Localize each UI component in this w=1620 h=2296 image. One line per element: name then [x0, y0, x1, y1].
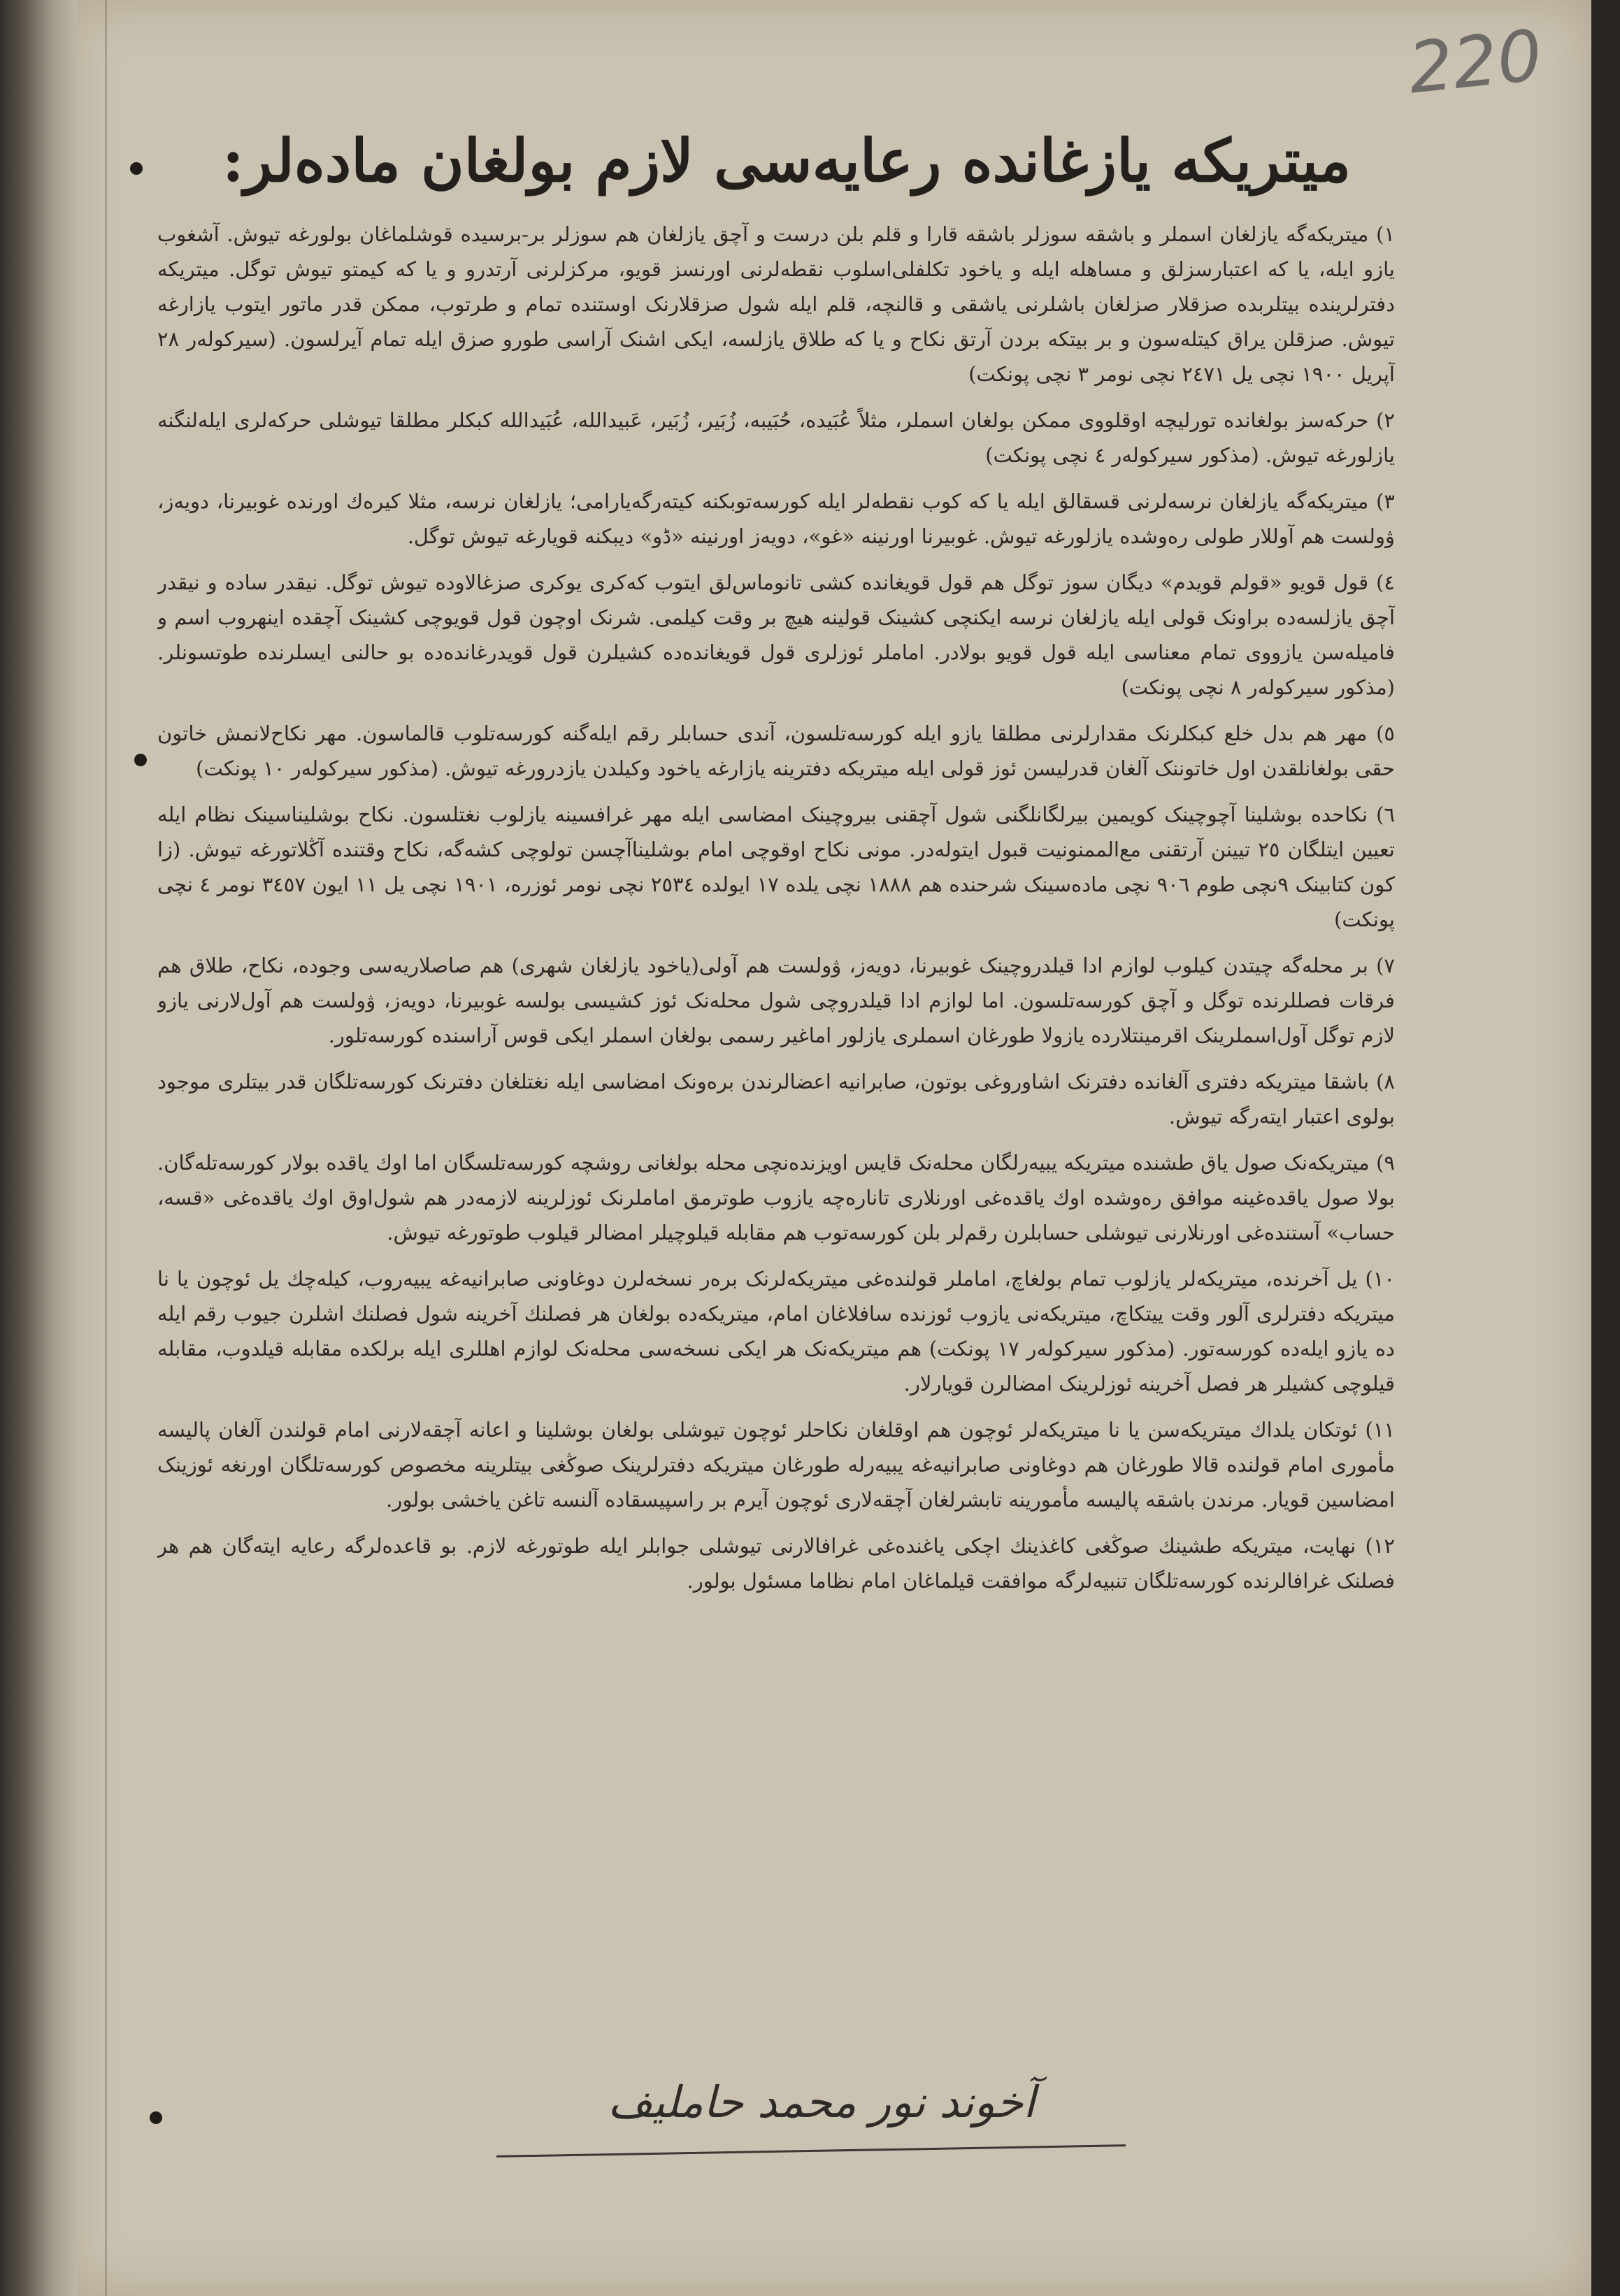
paragraph-11: ١١) ئوتکان یلدا‌ك میتریکه‌سن یا نا میتریکه‌لر ئوچون هم اوقلغان نکاحلر ئوچون تیوشلی بولغان بوشلینا و اعانه آچقه‌لارنی امام قولندن آلغان پالیسه مأموری امام قولنده قالا طورغان هم دوغاونی صابرانیه‌غه یبیه‌رله طورغان میتریکه دفترلرینک صوڭغی بیتلرینه مخصوص کورسه‌تلگان اورنغه ئوزینک امضاسین قویار. مرندن باشقه پالیسه مأمورینه تابشرلغان آچقه‌لاری ئوچون آیرم بر راسپیسقاده آلنسه تاغن یاخشی بولور. [157, 1418, 1395, 1512]
paragraph-5: ٥) مهر هم بدل خلع کبکلرنک مقدارلرنی مطلقا یازو ایله کورسه‌تلسون، آندی حسابلر رقم ایله‌گنه کورسه‌تلوب قالماسون. مهر نکاح‌لانمش خاتون حقی بولغانلقدن اول خاتوننک آلغان قدرلیسن ئوز قولی ایله میتریکه دفترینه یازارغه یاخود وکیلدن یازدرورغه تیوش. (مذکور سیرکوله‌ر ١٠ پونکت) [157, 722, 1395, 780]
paragraph-3: ٣) میتریکه‌گه یازلغان نرسه‌لرنی قسقالق ایله یا که کوب نقطه‌لر ایله کورسه‌توبکنه کیته‌رگه‌یارامی؛ یازلغان نرسه، مثلا کیرەك اورنده غوبیرنا، دویەز، ۋولست هم آوللار طولی رەوشده یازلورغه تیوش. غوبیرنا اورنینه «غو»، دویەز اورنینه «ڈو» دیبکنه قویارغه تیوش توگل. [157, 489, 1395, 548]
paragraph-7: ٧) بر محله‌گه چیتدن کیلوب لوازم ادا قیلدروچینک غوبیرنا، دویەز، ۋولست هم آولی(یاخود یازلغان شهری) هم صاصلاریه‌سی وجوده، نکاح، طلاق هم فرقات فصللرنده توگل و آچق کورسه‌تلسون. اما لوازم ادا قیلدروچی شول محله‌نک ئوز کشیسی بولسه غوبیرنا، دویەز، ۋولست هم آول‌لارنی یازو لازم توگل آول‌اسملرینک اقرمینتلارده یازولا طورغان اسملری یازلور اماغیر رسمی بولغان اسملر ایکی قوس آراسنده کورسه‌تلور. [157, 954, 1395, 1047]
fold-line [105, 0, 107, 2296]
document-body [157, 217, 1395, 2076]
ink-dot [150, 2111, 162, 2124]
paragraph-4: ٤) قول قویو «قولم قویدم» دیگان سوز توگل هم قول قویغانده کشی تانوماس‌لق ایتوب که‌کری یوکری صزغالاوده تیوش توگل. نیقدر ساده و نیقدر آچق یازلسه‌ده براونک قولی ایله یازلغان نرسه ایکنچی کشینک قولینه هیچ بر وقت کیلمی. شرنک اوچون قول قویوچی کشینک آچقده اینهروب اسم و فامیله‌سن یازووی تمام معناسی ایله قول قویو بولادر. اماملر ئوزلری قول قویغانده‌ده کشیلرن قول قویدرغانده‌ده بو حالنی ایسلرنده طوتسونلر. (مذکور سیرکوله‌ر ٨ نچی پونکت) [157, 571, 1395, 699]
paragraph-1: ١) میتریکه‌گه یازلغان اسملر و باشقه سوزلر باشقه قارا و قلم بلن درست و آچق یازلغان هم سوزلر بر-برسیده قوشلماغان بولورغه تیوش. آشغوب یازو ایله، یا که اعتبارسزلق و مساهله ایله و یاخود تکلفلی‌اسلوب نقطه‌لرنی اورنسز قویو، مرکزلرنی آرتدرو و یا که کیمتو تیوش توگل. میتریکه دفترلرینده بیتلربده صزقلار صزلغان باشلرنی یاشقی و قالنچه، قلم ایله شول صزقلارنک اوستنده تمام و طرتوب، ممکن قدر ماتور ایتوب یازارغه تیوش. صزقلن یراق کیتله‌سون و بر بیتکه بردن آرتق نکاح و یا که طلاق یازلسه، ایکی اشنک آراسی طورو صزق ایله تمام آیرلسون. (سیرکوله‌ر ٢٨ آپریل ١٩٠٠ نچی یل ٢٤٧١ نچی نومر ٣ نچی پونکت) [157, 222, 1395, 386]
paragraph-12: ١٢) نهایت، میتریکه طشینك صوڭغی کاغذینك اچکی یاغنده‌غی غرافالارنی تیوشلی جوابلر ایله طوتورغه لازم. بو قاعده‌لرگه رعایه ایته‌گان هم هر فصلنک غرافالرنده کورسه‌تلگان تنبیه‌لرگه موافقت قیلماغان امام نظاما مسئول بولور. [157, 1534, 1395, 1593]
ink-dot [130, 162, 143, 175]
ink-dot [134, 754, 147, 766]
paragraph-6: ٦) نکاحده بوشلینا آچوچینک کویمین بیرلگانلگنی شول آچقنی بیروچینک امضاسی ایله مهر غرافسینه یازلوب نغتلسون. نکاح بوشلیناسینک نظام ایله تعیین ایتلگان ٢٥ تیینن آرتقنی مع‌الممنونیت قبول ایتوله‌در. مونی نکاح اوقوچی امام بوشلیناآچسن تولوچی کشه‌گه، نکاح وقتنده آڭلاتورغه تیوش. (زا کون کتابینک ٩نچی طوم ٩٠٦ نچی ماده‌سینک شرحنده هم ١٨٨٨ نچی یلده ١٧ ایولده ٢٥٣٤ نچی نومر ئوزره، ١٩٠١ نچی یل ١١ ایون ٣٤٥٧ نومر ٤ نچی پونکت) [157, 803, 1395, 931]
binding-edge [0, 0, 77, 2296]
paragraph-10: ١٠) یل آخرنده، میتریکه‌لر یازلوب تمام بولغاچ، اماملر قولنده‌غی میتریکه‌لرنک بره‌ر نسخه‌لرن دوغاونی صابرانیه‌غه یبیه‌روب، کیله‌چك یل ئوچون یا نا میتریکه دفترلری آلور وقت ییتکاچ، میتریکه‌نی یازوب ئوزنده سافلاغان امام، میتریکه‌ده بولغان هر فصلنك آخرینه شول فصلنك اشلرن جیوب رقم ایله ده یازو ایله‌ده کورسه‌تور. (مذکور سیرکوله‌ر ١٧ پونکت) هم میتریکه‌نک هر ایکی نسخه‌سی محله‌نک لوازم اهللری ایله برلکده مقابله قیلدوب، مقابله قیلوچی کشیلر هر فصل آخرینه ئوزلرینک امضالرن قویارلار. [157, 1267, 1395, 1395]
signature: آخوند نور محمد حاملیف [608, 2076, 1035, 2128]
page-number: 220 [1404, 14, 1546, 110]
paragraph-8: ٨) باشقا میتریکه دفتری آلغانده دفترنک اشاوروغی بوتون، صابرانیه اعضالرندن بره‌ونک امضاسی ایله نغتلغان دفترنک کورسه‌تلگان قدر بیتلری موجود بولوی اعتبار ایته‌رگه تیوش. [157, 1070, 1395, 1128]
paragraph-2: ٢) حرکه‌سز بولغانده تورلیچه اوقلووی ممکن بولغان اسملر، مثلاً عُبَیده، حُبَیبه، زُبَیر، زُبَیر، عَبیدالله، عُبَیدالله کبکلر مطلقا تیوشلی حرکه‌لری ایله‌لنگنه یازلورغه تیوش. (مذکور سیرکوله‌ر ٤ نچی پونکت) [157, 408, 1395, 467]
paragraph-9: ٩) میتریکه‌نک صول یاق طشنده میتریکه یبیه‌رلگان محله‌نک قایس اویزنده‌نچی محله بولغانی روشچه کورسه‌تلسگان اما اوك یاقده بولار کورسه‌تله‌گان. بولا صول یاقده‌غینه موافق ره‌وشده اوك یاقده‌غی اورنلاری تاناره‌چه یازوب طوترمق اماملرنک ئوزلرینه لازمه‌در هم شول‌اوق اوك یاقده‌غی «قسه، حساب» آستنده‌غی اورنلارنی تیوشلی حسابلرن رقم‌لر بلن کورسه‌توب هم مقابله قیلوچیلر امضالر قیلوب طوتورغه تیوش. [157, 1151, 1395, 1244]
document-title: میتریکه یازغانده رعایه‌سی لازم بولغان ماده‌لر: [222, 126, 1352, 195]
